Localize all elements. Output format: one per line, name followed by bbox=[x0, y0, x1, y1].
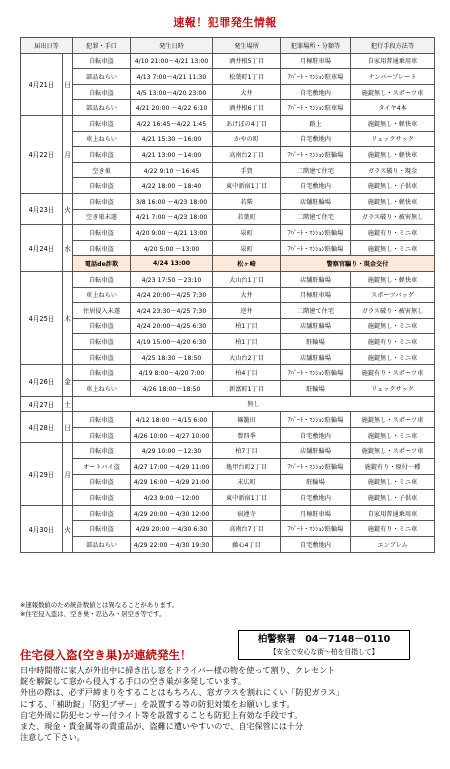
day-of-week: 月 bbox=[63, 115, 73, 193]
body-line: 日中時間帯に家人が外出中に掃き出し窓をドライバー様の物を使って割り、クレセント bbox=[20, 665, 336, 675]
table-row bbox=[21, 84, 435, 100]
day-of-week: 月 bbox=[63, 443, 73, 505]
table-row bbox=[21, 412, 435, 428]
occurrence-place: 若葉町 bbox=[213, 209, 281, 225]
table-row bbox=[21, 537, 435, 553]
place-category: ｱﾊﾟｰﾄ・ﾏﾝｼｮﾝ駐輪場 bbox=[281, 365, 351, 381]
crime-type: 部品ねらい bbox=[73, 69, 131, 85]
occurrence-place: 藤心4丁目 bbox=[213, 537, 281, 553]
occurrence-time: 4/29 10:00 ～12:30 bbox=[131, 443, 213, 459]
place-category: ｱﾊﾟｰﾄ・ﾏﾝｼｮﾝ駐輪場 bbox=[281, 521, 351, 537]
occurrence-place: 柏4丁目 bbox=[213, 365, 281, 381]
place-category: 自宅敷地内 bbox=[281, 537, 351, 553]
note-line: ※速報数値のため統計数値とは異なることがあります。 bbox=[20, 601, 179, 609]
occurrence-time: 4/29 20:00 ～4/30 6:30 bbox=[131, 521, 213, 537]
report-date: 4月27日 bbox=[21, 396, 63, 412]
crime-type: 自転車盗 bbox=[73, 365, 131, 381]
table-row bbox=[21, 459, 435, 475]
header-place: 発生場所 bbox=[213, 38, 281, 54]
header-category: 犯罪場所・分類等 bbox=[281, 38, 351, 54]
method: ナンバープレート bbox=[351, 69, 435, 85]
table-row bbox=[21, 381, 435, 397]
table-header-row bbox=[21, 38, 435, 54]
crime-type: 空き巣未遂 bbox=[73, 209, 131, 225]
table-row bbox=[21, 225, 435, 241]
crime-type: 住居侵入未遂 bbox=[73, 303, 131, 319]
occurrence-place: 大井 bbox=[213, 287, 281, 303]
occurrence-time: 4/21 13:00 ～14:00 bbox=[131, 147, 213, 163]
body-line: 自宅外周に防犯センサー付ライト等を設置することも防犯上有効な手段です。 bbox=[20, 709, 303, 720]
method: リュックサック bbox=[351, 131, 435, 147]
no-incident-cell: 無し bbox=[73, 396, 435, 412]
place-category: 月極駐車場 bbox=[281, 505, 351, 521]
occurrence-time: 4/13 7:00～4/21 11:30 bbox=[131, 69, 213, 85]
header-method: 犯行手段方法等 bbox=[351, 38, 435, 54]
occurrence-time: 4/23 17:50 ～23:10 bbox=[131, 271, 213, 287]
occurrence-place: 松ヶ崎 bbox=[213, 256, 281, 272]
crime-type: 自転車盗 bbox=[73, 443, 131, 459]
place-category: 路上 bbox=[281, 115, 351, 131]
place-category: 月極駐車場 bbox=[281, 53, 351, 69]
place-category: 自宅敷地内 bbox=[281, 131, 351, 147]
table-row bbox=[21, 131, 435, 147]
occurrence-time: 4/10 21:00～4/21 13:00 bbox=[131, 53, 213, 69]
crime-type: 自転車盗 bbox=[73, 225, 131, 241]
occurrence-place: 泉町 bbox=[213, 240, 281, 256]
table-row bbox=[21, 521, 435, 537]
crime-type: 自転車盗 bbox=[73, 490, 131, 506]
occurrence-time: 4/20 9:00 ～4/21 13:00 bbox=[131, 225, 213, 241]
place-category: 自宅敷地内 bbox=[281, 178, 351, 194]
crime-type: 自転車盗 bbox=[73, 412, 131, 428]
method: 施錠無し・子供車 bbox=[351, 178, 435, 194]
report-date: 4月29日 bbox=[21, 443, 63, 505]
crime-type: 自転車盗 bbox=[73, 521, 131, 537]
place-category: ｱﾊﾟｰﾄ・ﾏﾝｼｮﾝ駐車場 bbox=[281, 69, 351, 85]
place-category: 店舗駐輪場 bbox=[281, 193, 351, 209]
table-row bbox=[21, 193, 435, 209]
crime-type: 自転車盗 bbox=[73, 349, 131, 365]
crime-type: 部品ねらい bbox=[73, 100, 131, 116]
occurrence-time: 4/22 9:10 ～16:45 bbox=[131, 162, 213, 178]
crime-table bbox=[20, 37, 435, 553]
crime-type: 自転車盗 bbox=[73, 53, 131, 69]
occurrence-time: 4/24 20:00～4/25 6:30 bbox=[131, 318, 213, 334]
police-slogan: 【安全で安心な街～柏を目指して】 bbox=[269, 648, 379, 656]
method: 施錠無し・軽快車 bbox=[351, 271, 435, 287]
page-title: 速報！犯罪発生情報 bbox=[173, 16, 277, 29]
occurrence-place: 高南台7丁目 bbox=[213, 521, 281, 537]
occurrence-place: 若柴 bbox=[213, 193, 281, 209]
occurrence-place: 大山台1丁目 bbox=[213, 271, 281, 287]
table-row bbox=[21, 474, 435, 490]
table-row bbox=[21, 147, 435, 163]
method: タイヤ4本 bbox=[351, 100, 435, 116]
table-row bbox=[21, 162, 435, 178]
table-row bbox=[21, 490, 435, 506]
crime-type: 自転車盗 bbox=[73, 505, 131, 521]
report-date: 4月22日 bbox=[21, 115, 63, 193]
method: 施錠有り・スポーツ車 bbox=[351, 365, 435, 381]
method: エンブレム bbox=[351, 537, 435, 553]
occurrence-time: 4/21 15:30 ～16:00 bbox=[131, 131, 213, 147]
method: 施錠無し・スポーツ車 bbox=[351, 84, 435, 100]
table-row bbox=[21, 256, 435, 272]
place-category: ｱﾊﾟｰﾄ・ﾏﾝｼｮﾝ駐輪場 bbox=[281, 459, 351, 475]
crime-type: 自転車盗 bbox=[73, 271, 131, 287]
occurrence-place: 柏1丁目 bbox=[213, 318, 281, 334]
method: 施錠有り・ミニ車 bbox=[351, 225, 435, 241]
occurrence-place: かやの町 bbox=[213, 131, 281, 147]
occurrence-time: 4/24 20:00～4/25 7:30 bbox=[131, 287, 213, 303]
occurrence-time: 4/24 23:30～4/25 7:30 bbox=[131, 303, 213, 319]
crime-type: 自転車盗 bbox=[73, 178, 131, 194]
body-line: また、現金・貴金属等の貴重品が、盗難に遭いやすいので、自宅保管には十分 bbox=[20, 721, 304, 732]
crime-type: 車上ねらい bbox=[73, 381, 131, 397]
police-contact-box bbox=[238, 630, 410, 660]
table-row bbox=[21, 271, 435, 287]
police-station-phone: 柏警察署 04－7148－0110 bbox=[257, 634, 391, 645]
crime-type: オートバイ盗 bbox=[73, 459, 131, 475]
occurrence-place: 宿連寺 bbox=[213, 505, 281, 521]
occurrence-time: 4/23 9:00 ～12:00 bbox=[131, 490, 213, 506]
table-row bbox=[21, 69, 435, 85]
report-date: 4月24日 bbox=[21, 225, 63, 272]
header-crime: 犯罪・手口 bbox=[73, 38, 131, 54]
occurrence-time: 4/22 16:45～4/22 1:45 bbox=[131, 115, 213, 131]
method: 施錠無し・スポーツ車 bbox=[351, 443, 435, 459]
day-of-week: 金 bbox=[63, 365, 73, 396]
place-category: 二階建て住宅 bbox=[281, 303, 351, 319]
occurrence-time: 4/27 17:00 ～4/29 11:00 bbox=[131, 459, 213, 475]
table-row bbox=[21, 287, 435, 303]
occurrence-place: 柏1丁目 bbox=[213, 334, 281, 350]
occurrence-place: 篠籠田 bbox=[213, 412, 281, 428]
crime-type: 自転車盗 bbox=[73, 147, 131, 163]
table-row bbox=[21, 427, 435, 443]
crime-type: 自転車盗 bbox=[73, 115, 131, 131]
report-date: 4月23日 bbox=[21, 193, 63, 224]
occurrence-time: 4/29 20:00 ～4/30 12:00 bbox=[131, 505, 213, 521]
report-date: 4月28日 bbox=[21, 412, 63, 443]
day-of-week: 水 bbox=[63, 225, 73, 272]
place-category: 駐輪場 bbox=[281, 334, 351, 350]
method: 施錠無し・スポーツ車 bbox=[351, 412, 435, 428]
occurrence-time: 3/8 16:00 ～4/23 18:00 bbox=[131, 193, 213, 209]
occurrence-time: 4/29 16:00 ～4/29 21:00 bbox=[131, 474, 213, 490]
day-of-week: 土 bbox=[63, 396, 73, 412]
table-row bbox=[21, 209, 435, 225]
occurrence-time: 4/22 18:00 ～18:40 bbox=[131, 178, 213, 194]
day-of-week: 火 bbox=[63, 193, 73, 224]
method: スポーツバッグ bbox=[351, 287, 435, 303]
method: 施錠無し・ミニ車 bbox=[351, 474, 435, 490]
note-line: ※住宅侵入盗は、空き巣・忍込み・居空き等です。 bbox=[20, 610, 166, 618]
occurrence-place: 豊四季 bbox=[213, 427, 281, 443]
method: 施錠無し・ミニ車 bbox=[351, 318, 435, 334]
body-line: 錠を解錠して窓から侵入する手口の空き巣が多発しています。 bbox=[20, 676, 246, 687]
method: ガラス破り・被害無し bbox=[351, 209, 435, 225]
method: 施錠無し・子供車 bbox=[351, 490, 435, 506]
occurrence-time: 4/19 8:00～4/20 7:00 bbox=[131, 365, 213, 381]
place-category: ｱﾊﾟｰﾄ・ﾏﾝｼｮﾝ駐車場 bbox=[281, 100, 351, 116]
occurrence-time: 4/24 13:00 bbox=[131, 256, 213, 272]
body-line: 外出の際は、必ず戸締まりをすることはもちろん、窓ガラスを割れにくい「防犯ガラス」 bbox=[20, 687, 344, 698]
place-category: 駐輪場 bbox=[281, 474, 351, 490]
table-row bbox=[21, 505, 435, 521]
method: 施錠有り・ミニ車 bbox=[351, 334, 435, 350]
occurrence-place: 泉町 bbox=[213, 225, 281, 241]
method: 施錠無し・ミニ車 bbox=[351, 349, 435, 365]
method: 警察官騙り・現金交付 bbox=[281, 256, 435, 272]
crime-type: 自転車盗 bbox=[73, 474, 131, 490]
crime-type: 自転車盗 bbox=[73, 318, 131, 334]
warning-headline: 住宅侵入盗(空き巣)が連続発生！ bbox=[20, 648, 192, 662]
occurrence-place: 新富町1丁目 bbox=[213, 381, 281, 397]
method: リュックサック bbox=[351, 381, 435, 397]
occurrence-time: 4/26 10:00 ～4/27 10:00 bbox=[131, 427, 213, 443]
report-date: 4月26日 bbox=[21, 365, 63, 396]
occurrence-time: 4/5 13:00～4/20 23:00 bbox=[131, 84, 213, 100]
place-category: 駐輪場 bbox=[281, 381, 351, 397]
table-row bbox=[21, 100, 435, 116]
table-row bbox=[21, 240, 435, 256]
header-date: 届出日等 bbox=[21, 38, 73, 54]
crime-type: 部品ねらい bbox=[73, 537, 131, 553]
table-row bbox=[21, 349, 435, 365]
occurrence-place: 酒井根6丁目 bbox=[213, 100, 281, 116]
day-of-week: 日 bbox=[63, 412, 73, 443]
place-category: ｱﾊﾟｰﾄ・ﾏﾝｼｮﾝ駐輪場 bbox=[281, 225, 351, 241]
place-category: ｱﾊﾟｰﾄ・ﾏﾝｼｮﾝ駐輪場 bbox=[281, 412, 351, 428]
occurrence-place: 手賀 bbox=[213, 162, 281, 178]
occurrence-place: 亀甲台町2丁目 bbox=[213, 459, 281, 475]
place-category: ｱﾊﾟｰﾄ・ﾏﾝｼｮﾝ駐輪場 bbox=[281, 240, 351, 256]
occurrence-time: 4/21 7:00 ～4/23 18:00 bbox=[131, 209, 213, 225]
day-of-week: 木 bbox=[63, 271, 73, 365]
place-category: 店舗駐輪場 bbox=[281, 443, 351, 459]
occurrence-place: 大井 bbox=[213, 84, 281, 100]
occurrence-time: 4/25 18:30 ～18:50 bbox=[131, 349, 213, 365]
notes bbox=[20, 601, 178, 619]
place-category: 自宅敷地内 bbox=[281, 84, 351, 100]
body-line: 注意して下さい。 bbox=[20, 732, 85, 743]
table-row bbox=[21, 53, 435, 69]
occurrence-place: 高南台2丁目 bbox=[213, 147, 281, 163]
occurrence-place: 大山台2丁目 bbox=[213, 349, 281, 365]
day-of-week: 日 bbox=[63, 53, 73, 115]
occurrence-place: 酒井根5丁目 bbox=[213, 53, 281, 69]
table-row bbox=[21, 318, 435, 334]
occurrence-place: 柏7丁目 bbox=[213, 443, 281, 459]
table-row bbox=[21, 396, 435, 412]
occurrence-place: 東中新宿1丁目 bbox=[213, 178, 281, 194]
method: 施錠無し・ミニ車 bbox=[351, 427, 435, 443]
day-of-week: 火 bbox=[63, 505, 73, 552]
place-category: ｱﾊﾟｰﾄ・ﾏﾝｼｮﾝ駐輪場 bbox=[281, 147, 351, 163]
table-row bbox=[21, 303, 435, 319]
occurrence-time: 4/20 5:00 ～13:00 bbox=[131, 240, 213, 256]
crime-type: 自転車盗 bbox=[73, 334, 131, 350]
method: ガラス破り・被害無し bbox=[351, 303, 435, 319]
occurrence-place: 松葉町1丁目 bbox=[213, 69, 281, 85]
crime-type: 自転車盗 bbox=[73, 193, 131, 209]
method: 施錠無し・軽快車 bbox=[351, 147, 435, 163]
method: 施錠無し・軽快車 bbox=[351, 115, 435, 131]
table-row bbox=[21, 115, 435, 131]
occurrence-place: 逆井 bbox=[213, 303, 281, 319]
crime-type: 自転車盗 bbox=[73, 427, 131, 443]
place-category: 自宅敷地内 bbox=[281, 427, 351, 443]
place-category: 二階建て住宅 bbox=[281, 162, 351, 178]
crime-type: 自転車盗 bbox=[73, 84, 131, 100]
occurrence-time: 4/19 15:00～4/20 6:30 bbox=[131, 334, 213, 350]
report-date: 4月30日 bbox=[21, 505, 63, 552]
method: 施錠無し・軽快車 bbox=[351, 193, 435, 209]
report-date: 4月21日 bbox=[21, 53, 63, 115]
table-row bbox=[21, 178, 435, 194]
crime-type: 電話de詐欺 bbox=[73, 256, 131, 272]
report-date: 4月25日 bbox=[21, 271, 63, 365]
occurrence-place: 末広町 bbox=[213, 474, 281, 490]
method: 施錠有り・ミニ車 bbox=[351, 521, 435, 537]
method: 施錠有り・原付一種 bbox=[351, 459, 435, 475]
occurrence-time: 4/21 20:00 ～4/22 6:10 bbox=[131, 100, 213, 116]
method: 自家用普通乗用車 bbox=[351, 505, 435, 521]
occurrence-place: あけぼの4丁目 bbox=[213, 115, 281, 131]
place-category: 月極駐車場 bbox=[281, 287, 351, 303]
place-category: 店舗駐輪場 bbox=[281, 318, 351, 334]
occurrence-place: 東中新宿1丁目 bbox=[213, 490, 281, 506]
header-time: 発生日時 bbox=[131, 38, 213, 54]
crime-type: 自転車盗 bbox=[73, 240, 131, 256]
method: 施錠無し・ミニ車 bbox=[351, 240, 435, 256]
occurrence-time: 4/29 22:00 ～4/30 19:30 bbox=[131, 537, 213, 553]
place-category: 自宅敷地内 bbox=[281, 490, 351, 506]
method: ガラス破り・現金 bbox=[351, 162, 435, 178]
place-category: 店舗駐輪場 bbox=[281, 271, 351, 287]
crime-type: 車上ねらい bbox=[73, 131, 131, 147]
warning-body bbox=[20, 665, 432, 743]
place-category: 二階建て住宅 bbox=[281, 209, 351, 225]
place-category: 店舗駐輪場 bbox=[281, 349, 351, 365]
body-line: にする、「補助錠」「防犯ブザー」を設置する等の防犯対策をお願いします。 bbox=[20, 698, 295, 709]
occurrence-time: 4/26 18:00～18:50 bbox=[131, 381, 213, 397]
crime-type: 空き巣 bbox=[73, 162, 131, 178]
table-row bbox=[21, 334, 435, 350]
occurrence-time: 4/12 18:00 ～4/15 6:00 bbox=[131, 412, 213, 428]
crime-type: 車上ねらい bbox=[73, 287, 131, 303]
table-row bbox=[21, 365, 435, 381]
method: 自家用普通乗用車 bbox=[351, 53, 435, 69]
table-row bbox=[21, 443, 435, 459]
